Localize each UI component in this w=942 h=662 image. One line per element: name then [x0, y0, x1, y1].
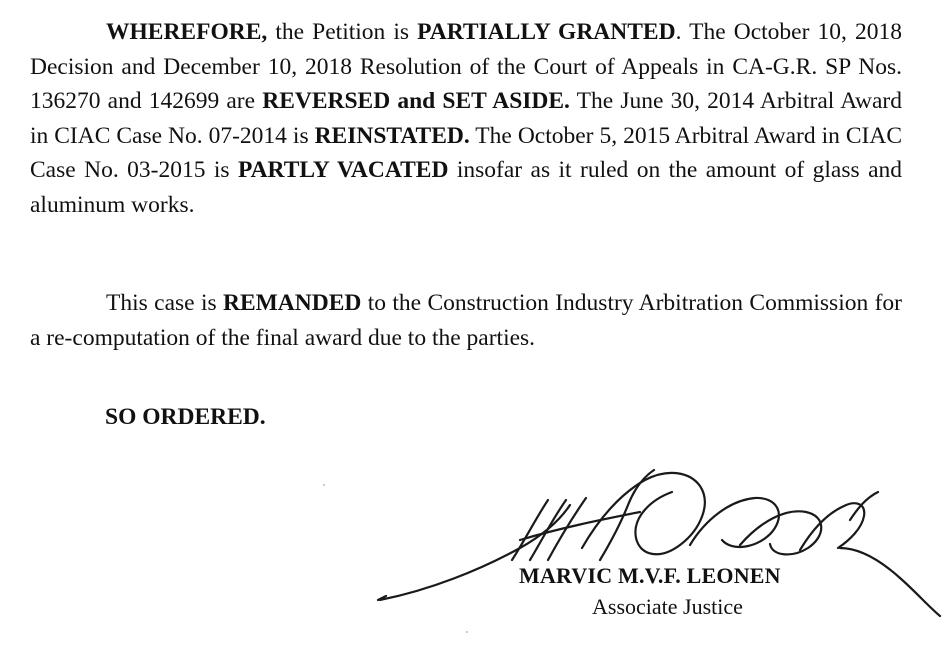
so-ordered-heading: SO ORDERED. — [105, 404, 266, 430]
wherefore-paragraph — [30, 15, 902, 223]
text-run: the Petition is — [267, 19, 418, 45]
partially-granted-keyword: PARTIALLY GRANTED — [417, 19, 676, 45]
scan-speck — [323, 484, 325, 486]
text-run: insofar as it ruled on the amount of glass and aluminum works. — [30, 157, 902, 218]
handwritten-signature — [0, 440, 942, 662]
text-run: The June 30, 2014 Arbitral Award in CIAC Case No. 07-2014 is — [30, 88, 902, 149]
text-run: to the Construction Industry Arbitration Commission for a re-computation of the final award due to the parties. — [30, 290, 902, 351]
wherefore-keyword: WHEREFORE, — [106, 19, 268, 45]
text-run: The October 5, 2015 Arbitral Award in CIAC Case No. 03-2015 is — [30, 122, 902, 184]
remand-paragraph — [30, 286, 902, 355]
reversed-set-aside-keyword: REVERSED and SET ASIDE. — [262, 88, 570, 115]
scan-speck — [466, 631, 468, 633]
reinstated-keyword: REINSTATED. — [314, 122, 470, 149]
text-run: This case is — [106, 290, 223, 316]
remanded-keyword: REMANDED — [222, 290, 362, 316]
text-run: . The October 10, 2018 Decision and December 10, 2018 Resolution of the Court of Appeals in CA-G.R. SP Nos. 136270 and 142699 are — [30, 19, 902, 115]
partly-vacated-keyword: PARTLY VACATED — [237, 157, 449, 184]
signatory-name: MARVIC M.V.F. LEONEN — [519, 563, 781, 588]
signatory-title: Associate Justice — [592, 594, 743, 619]
